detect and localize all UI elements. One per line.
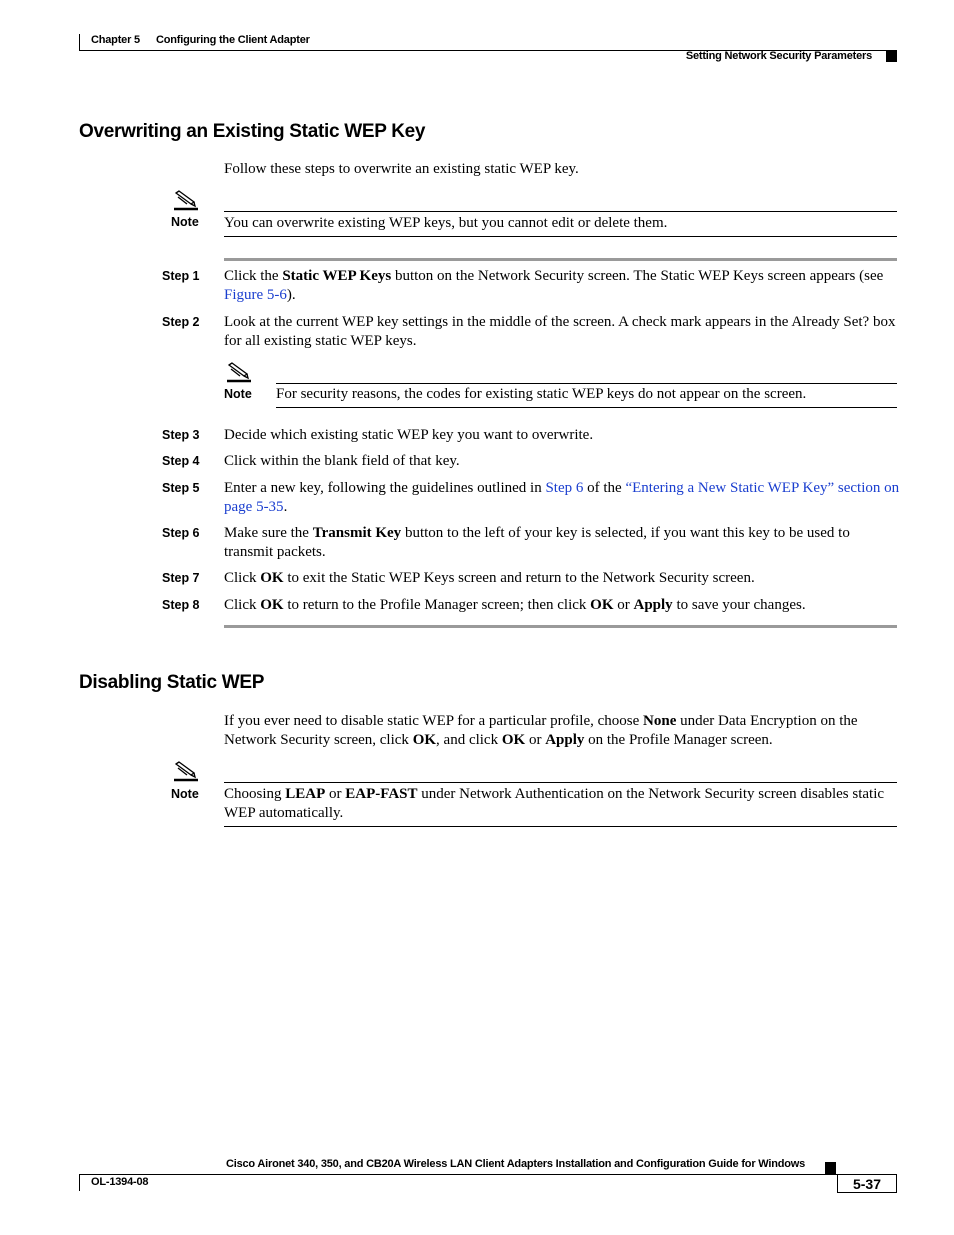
step-label: Step 4 [162, 454, 200, 468]
step-text-part: Enter a new key, following the guidelines outlined in [224, 480, 546, 496]
note-text: For security reasons, the codes for existing static WEP keys do not appear on the screen. [276, 386, 807, 402]
step-text-part: to return to the Profile Manager screen; then click [283, 597, 591, 613]
step-text-part: Click [224, 570, 261, 586]
footer-title: Cisco Aironet 340, 350, and CB20A Wireless LAN Client Adapters Installation and Configuration Guide for Windows [226, 1158, 806, 1170]
note-text: You can overwrite existing WEP keys, but you cannot edit or delete them. [224, 215, 668, 231]
ui-term: OK [260, 597, 284, 613]
step-text: Decide which existing static WEP key you want to overwrite. [224, 427, 594, 443]
ui-term: OK [501, 731, 526, 748]
step-text-part: ). [286, 286, 296, 303]
step-text-part: or [613, 597, 634, 613]
ui-term: Transmit Key [312, 525, 402, 541]
note-label: Note [171, 215, 199, 229]
step-text-part: to save your changes. [672, 597, 806, 613]
ui-term: Static WEP Keys [282, 268, 392, 284]
footer-doc-number: OL-1394-08 [91, 1176, 149, 1188]
pencil-note-icon [173, 760, 199, 782]
note-bottom-rule [224, 826, 897, 827]
header-chapter: Chapter 5 [91, 34, 140, 46]
section2-paragraph [224, 712, 900, 749]
step-text [224, 479, 900, 516]
note-text-part: under Network Authentication on the Network Security screen disables static WEP automatically. [224, 786, 885, 821]
para-text-part: , and click [436, 731, 502, 748]
ui-term: LEAP [285, 786, 326, 802]
footer-left-bar [79, 1174, 80, 1191]
note-text-part: Choosing [224, 786, 286, 802]
step-text-part: . [283, 498, 288, 515]
page-number-box [837, 1174, 897, 1193]
note-label: Note [224, 387, 252, 401]
ui-term: Apply [633, 597, 673, 613]
step-label: Step 8 [162, 598, 200, 612]
ui-term: OK [260, 570, 284, 586]
pencil-note-icon [173, 189, 199, 211]
para-text-part: If you ever need to disable static WEP for a particular profile, choose [224, 713, 644, 729]
step-text-part: Make sure the [224, 525, 313, 541]
note-top-rule [224, 782, 897, 783]
section-heading-disabling: Disabling Static WEP [79, 672, 265, 693]
step-text [224, 596, 806, 615]
footer-black-square [825, 1162, 836, 1174]
step-label: Step 7 [162, 571, 200, 585]
step-label: Step 1 [162, 269, 200, 283]
steps-bottom-rule [224, 625, 897, 628]
note-text-part: or [325, 786, 346, 802]
page-number: 5-37 [852, 1175, 882, 1192]
header-section: Setting Network Security Parameters [685, 50, 872, 62]
step-label: Step 3 [162, 428, 200, 442]
step-label: Step 6 [162, 526, 200, 540]
step-link[interactable]: Step 6 [545, 480, 584, 496]
section-link[interactable]: “Entering a New Static WEP Key” section on page 5-35 [224, 480, 900, 515]
figure-link[interactable]: Figure 5-6 [224, 286, 287, 303]
section-heading-overwriting: Overwriting an Existing Static WEP Key [79, 121, 426, 142]
ui-term: EAP-FAST [345, 786, 418, 802]
ui-term: Apply [545, 731, 585, 748]
step-text [224, 267, 900, 304]
para-text-part: or [525, 731, 546, 748]
step-text-part: button to the left of your key is selected, if you want this key to be used to transmit packets. [224, 525, 850, 560]
step-text [224, 569, 755, 588]
header-black-square [886, 50, 897, 62]
footer-rule [79, 1174, 897, 1175]
header-left-bar [79, 34, 80, 51]
step-text-part: Click the [224, 268, 283, 284]
step-text: Look at the current WEP key settings in the middle of the screen. A check mark appears in the Already Set? box for all existing static WEP keys. [224, 314, 896, 349]
pencil-note-icon [226, 361, 252, 383]
step-label: Step 5 [162, 481, 200, 495]
header-chapter-title: Configuring the Client Adapter [156, 34, 310, 46]
ui-term: None [643, 713, 677, 729]
steps-top-rule [224, 258, 897, 261]
note-bottom-rule [224, 236, 897, 237]
note-label: Note [171, 787, 199, 801]
section1-intro: Follow these steps to overwrite an existing static WEP key. [224, 161, 579, 177]
step-text-part: of the [583, 480, 626, 496]
step-text [224, 524, 900, 561]
para-text-part: under Data Encryption on the Network Security screen, click [224, 713, 858, 748]
note-bottom-rule [276, 407, 897, 408]
step-text-part: Click [224, 597, 261, 613]
note-text [224, 785, 900, 822]
note-top-rule [276, 383, 897, 384]
step-text-part: button on the Network Security screen. The Static WEP Keys screen appears (see [391, 268, 884, 284]
step-text: Click within the blank field of that key. [224, 453, 460, 469]
para-text-part: on the Profile Manager screen. [584, 731, 773, 748]
note-top-rule [224, 211, 897, 212]
step-text-part: to exit the Static WEP Keys screen and return to the Network Security screen. [283, 570, 755, 586]
ui-term: OK [590, 597, 614, 613]
step-label: Step 2 [162, 315, 200, 329]
ui-term: OK [412, 731, 437, 748]
